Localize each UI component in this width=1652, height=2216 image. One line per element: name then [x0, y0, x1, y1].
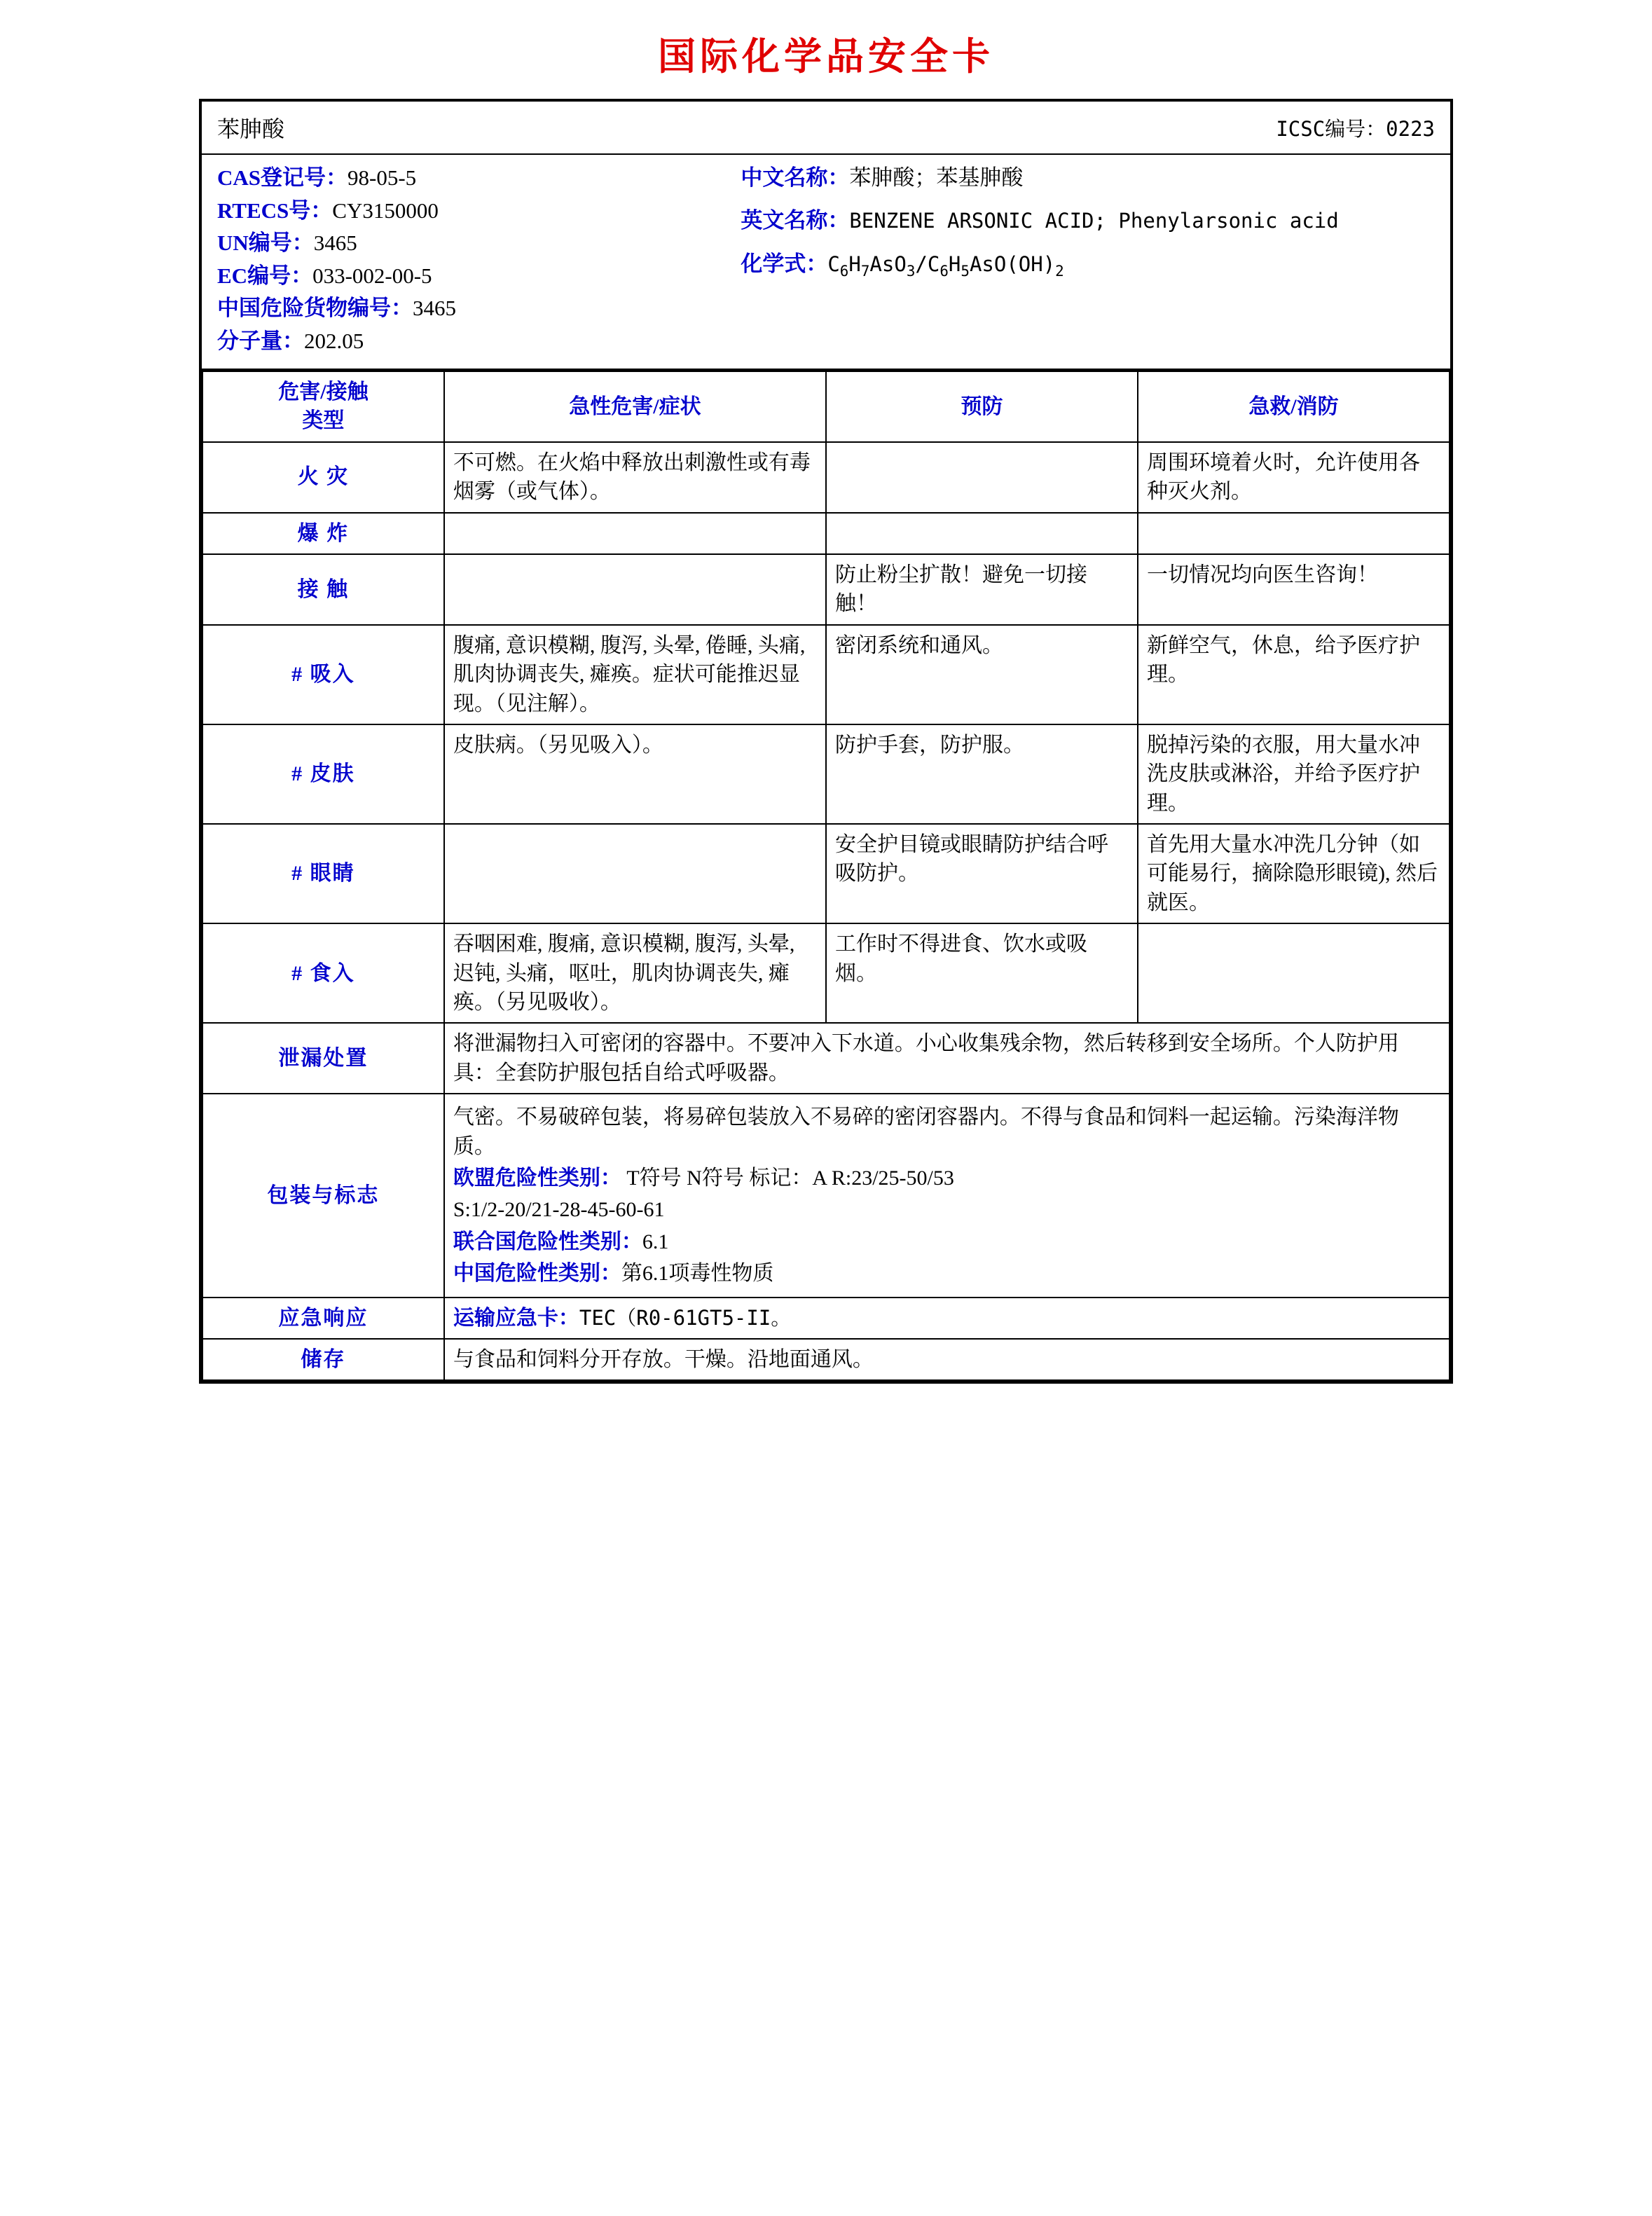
- row-prevention-exposure: 防止粉尘扩散！避免一切接触！: [826, 554, 1138, 625]
- packaging-cell: [444, 1094, 1450, 1297]
- cas-row: [217, 162, 741, 195]
- row-acute-explosion: [444, 513, 826, 554]
- row-label-inhalation: # 吸入: [202, 625, 444, 724]
- row-prevention-inhalation: 密闭系统和通风。: [826, 625, 1138, 724]
- row-prevention-explosion: [826, 513, 1138, 554]
- rtecs-row: [217, 195, 741, 228]
- row-acute-skin: 皮肤病。（另见吸入）。: [444, 724, 826, 824]
- row-label-ingestion: # 食入: [202, 923, 444, 1023]
- column-header-prevention: 预防: [826, 371, 1138, 442]
- row-label-skin: # 皮肤: [202, 724, 444, 824]
- emergency-cell: [444, 1298, 1450, 1339]
- table-row: [202, 824, 1450, 923]
- table-row: [202, 442, 1450, 513]
- row-prevention-skin: 防护手套，防护服。: [826, 724, 1138, 824]
- formula-label: 化学式：: [741, 252, 828, 276]
- column-header-type: [202, 371, 444, 442]
- en-name-label: 英文名称：: [741, 207, 850, 233]
- safety-card: [199, 99, 1453, 1384]
- row-firstaid-explosion: [1138, 513, 1450, 554]
- row-acute-eyes: [444, 824, 826, 923]
- row-prevention-ingestion: 工作时不得进食、饮水或吸烟。: [826, 923, 1138, 1023]
- table-header-row: [202, 371, 1450, 442]
- packaging-cn-label: 中国危险性类别：: [453, 1262, 621, 1286]
- formula-row: [741, 248, 1435, 282]
- row-firstaid-ingestion: [1138, 923, 1450, 1023]
- spill-row: [202, 1023, 1450, 1094]
- row-label-spill: 泄漏处置: [202, 1023, 444, 1094]
- identifier-left-column: [217, 162, 741, 357]
- packaging-eu-value: T符号 N符号 标记：A R:23/25-50/53: [626, 1166, 954, 1190]
- en-name-value: BENZENE ARSONIC ACID; Phenylarsonic acid: [849, 208, 1339, 233]
- table-row: [202, 724, 1450, 824]
- packaging-un-value: 6.1: [642, 1230, 669, 1253]
- row-label-eyes: # 眼睛: [202, 824, 444, 923]
- table-row: [202, 554, 1450, 625]
- icsc-number: 0223: [1386, 116, 1435, 141]
- cn-dangerous-row: [217, 292, 741, 325]
- un-label: UN编号：: [217, 230, 314, 255]
- row-acute-exposure: [444, 554, 826, 625]
- row-firstaid-eyes: 首先用大量水冲洗几分钟（如可能易行，摘除隐形眼镜), 然后就医。: [1138, 824, 1450, 923]
- packaging-un-label: 联合国危险性类别：: [453, 1230, 642, 1253]
- icsc-number-group: [1276, 113, 1435, 142]
- icsc-label: ICSC编号：: [1276, 116, 1386, 141]
- column-header-type-line1: 危害/接触: [278, 380, 369, 404]
- name-bar: [202, 102, 1450, 155]
- packaging-s-value: S:1/2-20/21-28-45-60-61: [453, 1198, 665, 1222]
- storage-row: [202, 1339, 1450, 1380]
- row-firstaid-skin: 脱掉污染的衣服，用大量水冲洗皮肤或淋浴，并给予医疗护理。: [1138, 724, 1450, 824]
- hazard-table: [202, 371, 1450, 1381]
- page-title: 国际化学品安全卡: [658, 34, 994, 78]
- mw-row: [217, 325, 741, 358]
- rtecs-label: RTECS号：: [217, 198, 333, 223]
- en-name-row: [741, 205, 1435, 238]
- row-label-fire: 火 灾: [202, 442, 444, 513]
- substance-name: 苯胂酸: [217, 116, 285, 142]
- emergency-head: 运输应急卡：: [453, 1306, 579, 1330]
- column-header-acute: 急性危害/症状: [444, 371, 826, 442]
- row-firstaid-fire: 周围环境着火时，允许使用各种灭火剂。: [1138, 442, 1450, 513]
- packaging-cn-value: 第6.1项毒性物质: [621, 1262, 774, 1286]
- row-firstaid-exposure: 一切情况均向医生咨询！: [1138, 554, 1450, 625]
- formula-value: $C_6H_7AsO_3/C_6H_5AsO(OH)_2$: [827, 252, 1064, 280]
- table-row: [202, 923, 1450, 1023]
- packaging-row: [202, 1094, 1450, 1297]
- row-label-exposure: 接 触: [202, 554, 444, 625]
- storage-text: 与食品和饲料分开存放。干燥。沿地面通风。: [444, 1339, 1450, 1380]
- row-label-packaging: 包装与标志: [202, 1094, 444, 1297]
- row-acute-fire: 不可燃。在火焰中释放出刺激性或有毒烟雾（或气体）。: [444, 442, 826, 513]
- cn-dangerous-label: 中国危险货物编号：: [217, 296, 413, 320]
- cn-name-label: 中文名称：: [741, 165, 850, 190]
- un-value: 3465: [313, 230, 357, 255]
- spacer: [741, 195, 1435, 205]
- rtecs-value: CY3150000: [332, 198, 439, 223]
- column-header-firstaid: 急救/消防: [1138, 371, 1450, 442]
- cn-name-row: [741, 162, 1435, 195]
- row-prevention-fire: [826, 442, 1138, 513]
- column-header-type-line2: 类型: [302, 409, 345, 433]
- table-row: [202, 513, 1450, 554]
- row-acute-inhalation: 腹痛, 意识模糊, 腹泻, 头晕, 倦睡, 头痛, 肌肉协调丧失, 瘫痪。症状可能推迟显现。（见注解）。: [444, 625, 826, 724]
- ec-value: 033-002-00-5: [312, 263, 432, 288]
- mw-label: 分子量：: [217, 328, 304, 353]
- cn-dangerous-value: 3465: [413, 296, 456, 320]
- identifier-block: [202, 155, 1450, 371]
- packaging-eu-line: [453, 1164, 1440, 1192]
- emergency-text: TEC（R0-61GT5-II。: [579, 1305, 792, 1330]
- un-row: [217, 227, 741, 260]
- packaging-un-line: [453, 1227, 1440, 1256]
- packaging-cn-line: [453, 1259, 1440, 1288]
- spill-text: 将泄漏物扫入可密闭的容器中。不要冲入下水道。小心收集残余物，然后转移到安全场所。个人防护用具：全套防护服包括自给式呼吸器。: [444, 1023, 1450, 1094]
- cas-label: CAS登记号：: [217, 165, 348, 190]
- row-label-explosion: 爆 炸: [202, 513, 444, 554]
- mw-value: 202.05: [304, 328, 364, 353]
- cas-value: 98-05-5: [347, 165, 417, 190]
- ec-label: EC编号：: [217, 263, 313, 288]
- ec-row: [217, 260, 741, 293]
- packaging-s-line: [453, 1195, 1440, 1224]
- packaging-intro: 气密。不易破碎包装，将易碎包装放入不易碎的密闭容器内。不得与食品和饲料一起运输。污染海洋物质。: [453, 1106, 1399, 1158]
- row-prevention-eyes: 安全护目镜或眼睛防护结合呼吸防护。: [826, 824, 1138, 923]
- row-acute-ingestion: 吞咽困难, 腹痛, 意识模糊, 腹泻, 头晕, 迟钝, 头痛，呕吐，肌肉协调丧失, 瘫痪。（另见吸收）。: [444, 923, 826, 1023]
- emergency-row: [202, 1298, 1450, 1339]
- packaging-eu-label: 欧盟危险性类别：: [453, 1166, 621, 1190]
- table-row: [202, 625, 1450, 724]
- cn-name-value: 苯胂酸；苯基胂酸: [849, 165, 1024, 190]
- row-firstaid-inhalation: 新鲜空气，休息，给予医疗护理。: [1138, 625, 1450, 724]
- identifier-right-column: [741, 162, 1435, 357]
- row-label-emergency: 应急响应: [202, 1298, 444, 1339]
- row-label-storage: 储存: [202, 1339, 444, 1380]
